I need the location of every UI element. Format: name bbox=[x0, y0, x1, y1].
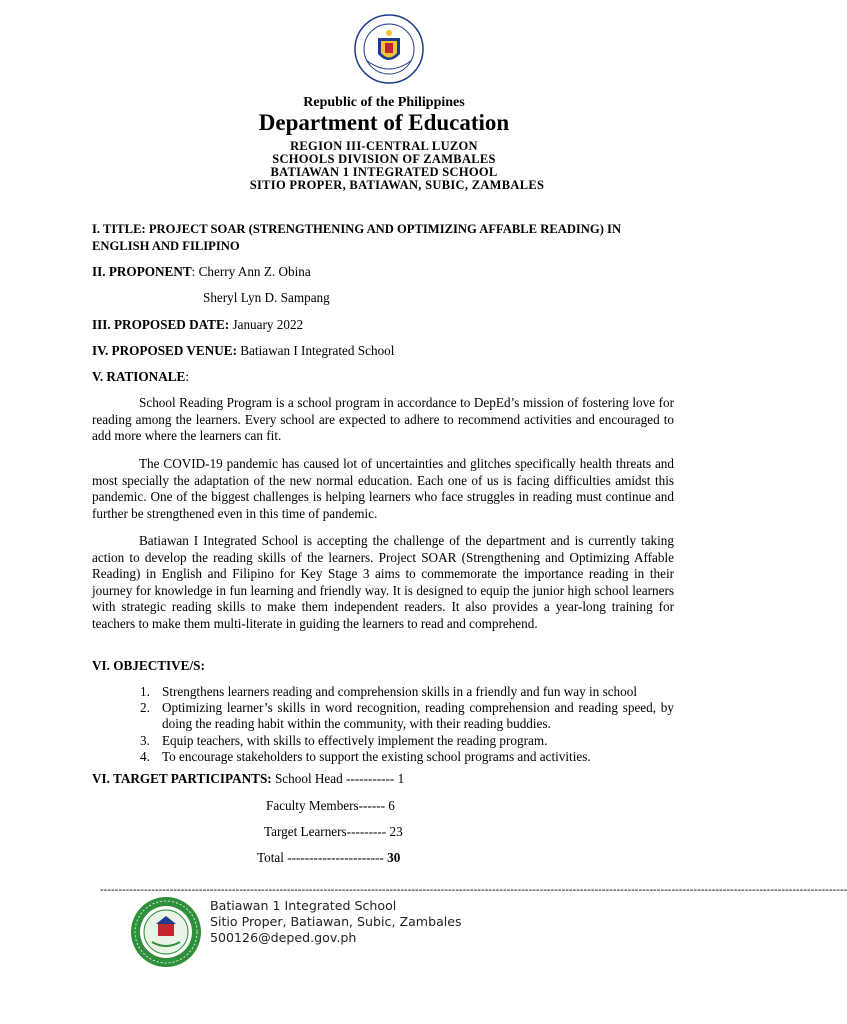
rationale-label: V. RATIONALE bbox=[92, 369, 186, 384]
footer-contact bbox=[210, 898, 462, 947]
objective-text: To encourage stakeholders to support the existing school programs and activities. bbox=[162, 748, 591, 764]
objective-item bbox=[140, 684, 674, 700]
objective-number: 3. bbox=[140, 732, 150, 748]
objective-text: Equip teachers, with skills to effectively implement the reading program. bbox=[162, 732, 548, 748]
participants-total bbox=[257, 850, 557, 867]
rationale-heading: V. RATIONALE: bbox=[92, 369, 189, 384]
proposed-venue-value: Batiawan I Integrated School bbox=[240, 343, 395, 358]
region-heading: REGION III-CENTRAL LUZON bbox=[290, 139, 478, 153]
objectives-list bbox=[140, 684, 674, 765]
proponent-name-2: Sheryl Lyn D. Sampang bbox=[203, 290, 330, 305]
proponent-label: II. PROPONENT bbox=[92, 264, 192, 279]
participants-section bbox=[92, 771, 674, 788]
proponent-section: II. PROPONENT: Cherry Ann Z. Obina bbox=[92, 264, 311, 279]
proposed-date-section bbox=[92, 317, 674, 334]
proponent-name-1: Cherry Ann Z. Obina bbox=[198, 264, 311, 279]
footer-separator: ------------------------------------------------------------------------------------------------------------------------------------------------------------------------------------------------------------ bbox=[100, 884, 847, 896]
participants-label: VI. TARGET PARTICIPANTS: bbox=[92, 771, 272, 786]
participants-total-label: Total ---------------------- bbox=[257, 850, 388, 865]
rationale-paragraph-2: The COVID-19 pandemic has caused lot of uncertainties and glitches specifically health threats and most specially the adaptation of the new normal education. Each one of us is facing difficulties amidst this pandemic. One of the biggest challenges is helping learners who face struggles in reading must continue and further be strengthened even in this time of pandemic. bbox=[92, 456, 674, 521]
rationale-paragraph-1: School Reading Program is a school program in accordance to DepEd’s mission of fostering love for reading among the learners. Every school are expected to adhere to recommend activities and encouraged to add more where the learners can fit. bbox=[92, 395, 674, 444]
participants-total-value: 30 bbox=[387, 850, 401, 865]
objective-item bbox=[140, 700, 674, 732]
rationale-paragraph-3: Batiawan I Integrated School is accepting the challenge of the department and is currently taking action to develop the reading skills of the learners. Project SOAR (Strengthening and Optimizing Affable Reading) in English and Filipino for Key Stage 3 aims to commemorate the importance reading in their journey for knowledge in fun learning and friendly way. It is designed to equip the junior high school learners with strategic reading skills to make them independent readers. It also provides a year-long training for teachers to make them multi-literate in guiding the learners to read and comprehend. bbox=[92, 533, 674, 631]
proposed-date-label: III. PROPOSED DATE: bbox=[92, 317, 230, 332]
proposed-date-value: January 2022 bbox=[232, 317, 304, 332]
division-heading: SCHOOLS DIVISION OF ZAMBALES bbox=[272, 152, 496, 166]
proposed-venue-label: IV. PROPOSED VENUE: bbox=[92, 343, 237, 358]
footer-email: 500126@deped.gov.ph bbox=[210, 930, 357, 946]
title-section bbox=[92, 221, 674, 254]
school-heading: BATIAWAN 1 INTEGRATED SCHOOL bbox=[270, 165, 498, 179]
title-label: I. TITLE: bbox=[92, 222, 146, 236]
deped-seal-logo bbox=[354, 14, 424, 84]
department-heading: Department of Education bbox=[258, 110, 510, 135]
school-seal-logo bbox=[130, 896, 202, 968]
objective-text: Strengthens learners reading and comprehension skills in a friendly and fun way in school bbox=[162, 684, 637, 699]
proposed-venue-section bbox=[92, 343, 674, 360]
footer-address: Sitio Proper, Batiawan, Subic, Zambales bbox=[210, 914, 462, 930]
participants-faculty: Faculty Members------ 6 bbox=[266, 798, 395, 813]
objective-number: 4. bbox=[140, 748, 150, 764]
objective-number: 1. bbox=[140, 684, 150, 699]
footer-school-name: Batiawan 1 Integrated School bbox=[210, 898, 397, 913]
objective-item bbox=[140, 732, 674, 749]
address-heading: SITIO PROPER, BATIAWAN, SUBIC, ZAMBALES bbox=[249, 178, 545, 192]
objectives-label: VI. OBJECTIVE/S: bbox=[92, 658, 205, 673]
participants-learners: Target Learners--------- 23 bbox=[264, 824, 403, 839]
objective-number: 2. bbox=[140, 700, 150, 716]
objective-item bbox=[140, 748, 674, 765]
republic-heading: Republic of the Philippines bbox=[303, 95, 465, 110]
title-text: PROJECT SOAR (STRENGTHENING AND OPTIMIZING AFFABLE READING) IN ENGLISH AND FILIPINO bbox=[92, 222, 622, 253]
participants-school-head: School Head ----------- 1 bbox=[274, 771, 405, 786]
objective-text: Optimizing learner’s skills in word recognition, reading comprehension and reading speed, by doing the reading habit within the community, with their reading buddies. bbox=[162, 700, 674, 732]
